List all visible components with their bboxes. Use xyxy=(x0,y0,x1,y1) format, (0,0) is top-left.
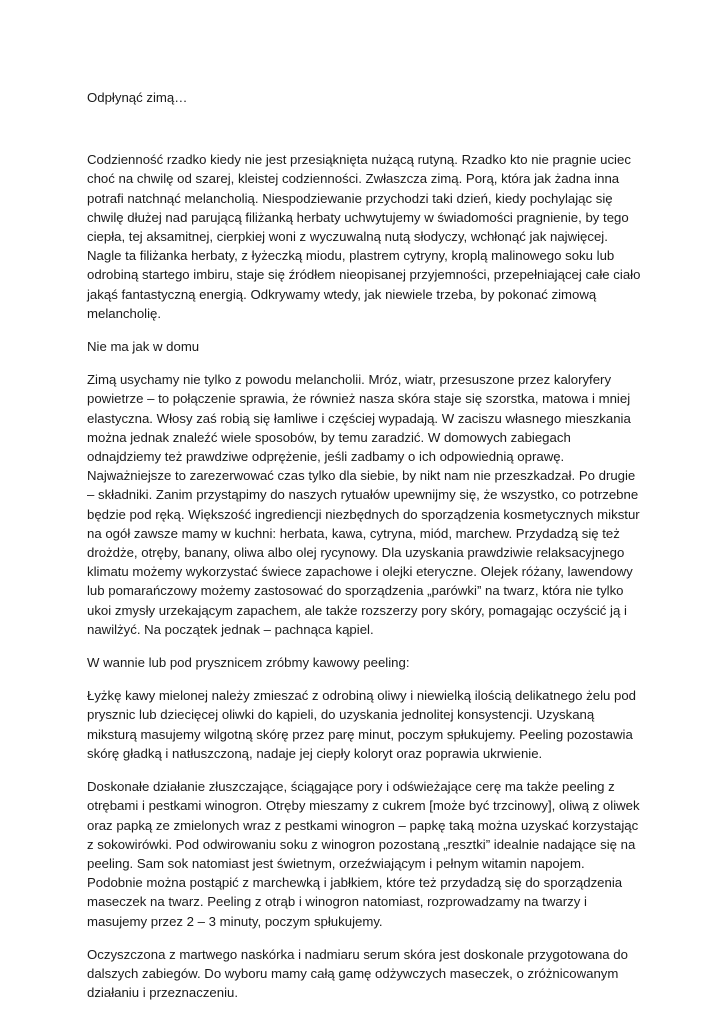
paragraph-coffee-peeling: Łyżkę kawy mielonej należy zmieszać z odrobiną oliwy i niewielką ilością delikatnego żelu pod prysznic lub dziecięcej oliwki do kąpieli, do uzyskania jednolitej konsystencji. Uzyskaną miksturą masujemy wilgotną skórę przez parę minut, poczym spłukujemy. Peeling pozostawia skórę gładką i natłuszczoną, nadaje jej ciepły koloryt oraz poprawia ukrwienie. xyxy=(87,688,637,761)
title-spacer xyxy=(87,107,642,150)
paragraph-winter-skin: Zimą usychamy nie tylko z powodu melancholii. Mróz, wiatr, przesuszone przez kaloryfery powietrze – to połączenie sprawia, że również nasza skóra staje się szorstka, matowa i mniej elastyczna. Włosy zaś robią się łamliwe i częściej wypadają. W zaciszu własnego mieszkania można jednak znaleźć wiele sposobów, by temu zaradzić. W domowych zabiegach odnajdziemy też prawdziwe odprężenie, jeśli zadbamy o ich odpowiednią oprawę. Najważniejsze to zarezerwować czas tylko dla siebie, by nikt nam nie przeszkadzał. Po drugie – składniki. Zanim przystąpimy do naszych rytuałów upewnijmy się, że wszystko, co potrzebne będzie pod ręką. Większość ingrediencji niezbędnych do sporządzenia kosmetycznych mikstur na ogół zawsze mamy w kuchni: herbata, kawa, cytryna, miód, marchew. Przydadzą się też drożdże, otręby, banany, oliwa albo olej rycynowy. Dla uzyskania prawdziwie relaksacyjnego klimatu możemy wykorzystać świece zapachowe i olejki eteryczne. Olejek różany, lawendowy lub pomarańczowy możemy zastosować do sporządzenia „parówki” na twarz, która nie tylko ukoi zmysły urzekającym zapachem, ale także rozszerzy pory skóry, pomagając oczyścić ją i nawilżyć. Na początek jednak – pachnąca kąpiel. xyxy=(87,372,640,637)
section-heading-home: Nie ma jak w domu xyxy=(87,339,200,355)
document-body xyxy=(87,88,642,1002)
paragraph-intro: Codzienność rzadko kiedy nie jest przesiąknięta nużącą rutyną. Rzadko kto nie pragnie uciec choć na chwilę od szarej, kleistej codzienności. Zwłaszcza zimą. Porą, która jak żadna inna potrafi natchnąć melancholią. Niespodziewanie przychodzi taki dzień, kiedy pochylając się chwilę dłużej nad parującą filiżanką herbaty uchwytujemy w świadomości pragnienie, by tego ciepła, tej aksamitnej, cierpkiej woni z wyczuwalną nutą słodyczy, wchłonąć jak najwięcej. Nagle ta filiżanka herbaty, z łyżeczką miodu, plastrem cytryny, kroplą malinowego soku lub odrobiną startego imbiru, staje się źródłem nieopisanej przyjemności, przepełniającej całe ciało jakąś fantastyczną energią. Odkrywamy wtedy, jak niewiele trzeba, by pokonać zimową melancholię. xyxy=(87,152,641,321)
paragraph-masks: Oczyszczona z martwego naskórka i nadmiaru serum skóra jest doskonale przygotowana do dalszych zabiegów. Do wyboru mamy całą gamę odżywczych maseczek, o zróżnicowanym działaniu i przeznaczeniu. xyxy=(87,946,628,1001)
paragraph-coffee-peeling-intro: W wannie lub pod prysznicem zróbmy kawowy peeling: xyxy=(87,655,410,671)
document-title: Odpłynąć zimą… xyxy=(87,90,188,105)
paragraph-bran-grape-peeling: Doskonałe działanie złuszczające, ściągające pory i odświeżające cerę ma także peeling z otrębami i pestkami winogron. Otręby mieszamy z cukrem [może być trzcinowy], oliwą z oliwek oraz papką ze zmielonych wraz z pestkami winogron – papkę taką można uzyskać korzystając z sokowirówki. Pod odwirowaniu soku z winogron pozostaną „resztki” idealnie nadające się na peeling. Sam sok natomiast jest świetnym, orzeźwiającym i pełnym witamin napojem. Podobnie można postąpić z marchewką i jabłkiem, które też przydadzą się do sporządzenia maseczek na twarz. Peeling z otrąb i winogron natomiast, rozprowadzamy na twarzy i masujemy przez 2 – 3 minuty, poczym spłukujemy. xyxy=(87,779,640,929)
